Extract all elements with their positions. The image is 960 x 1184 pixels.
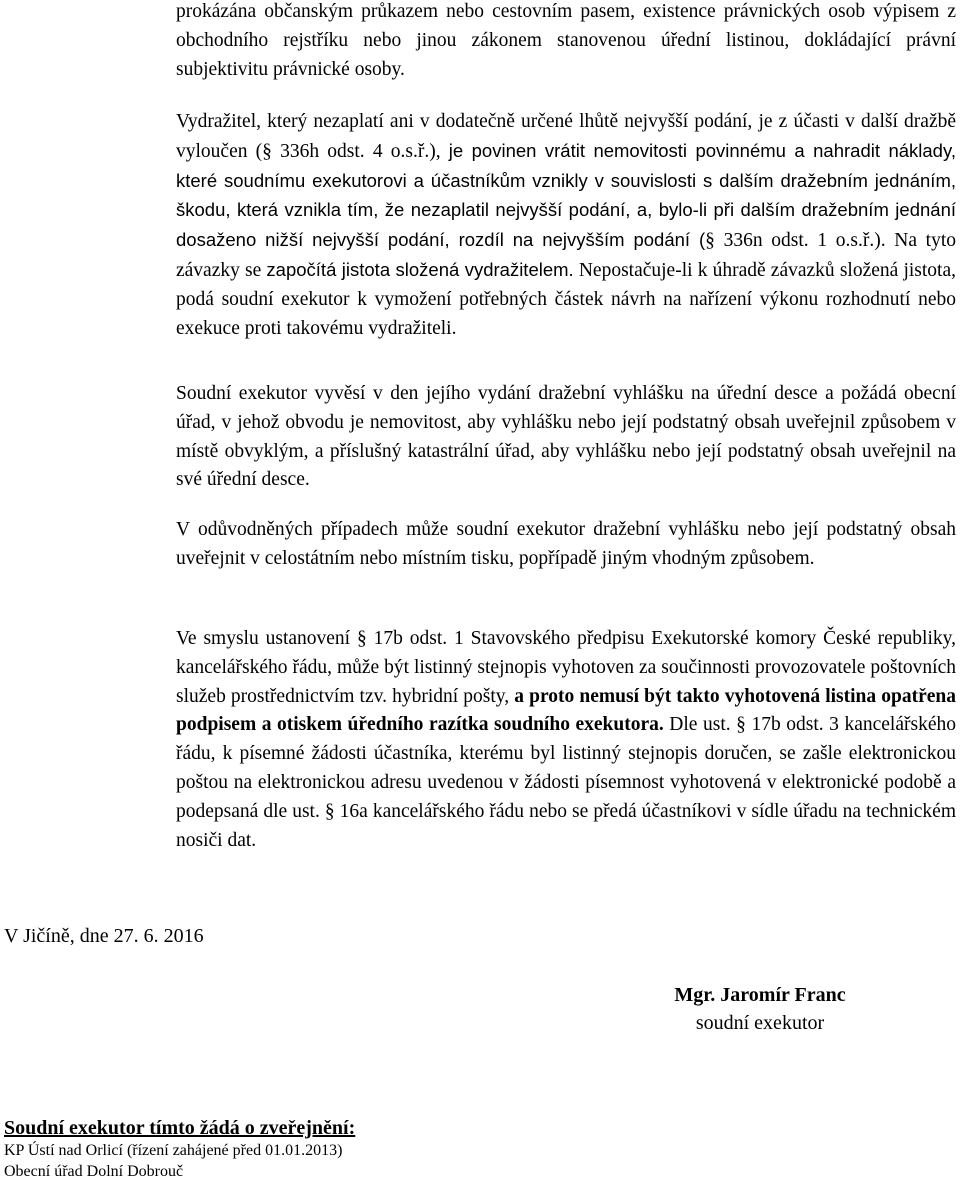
paragraph-text: Vydražitel, který nezaplatí ani v dodatečně určené lhůtě nejvyšší podání, je z účasti v další dražbě vyloučen (§ 336h odst. 4 o.s.ř.), (176, 111, 956, 162)
paragraph-hybrid-mail (176, 625, 956, 855)
paragraph-text: Nepostačuje-li k úhradě závazků složená jistota, podá soudní exekutor k vymožení potřebných částek návrh na nařízení výkonu rozhodnutí nebo exekuce proti takovému vydražiteli. (176, 259, 956, 339)
signature-role: soudní exekutor (695, 1012, 825, 1034)
footer-recipient: Obecní úřad Dolní Dobrouč (4, 1163, 184, 1180)
paragraph-defaulting-bidder (176, 108, 956, 343)
paragraph-notice-publication: Soudní exekutor vyvěsí v den jejího vydání dražební vyhlášku na úřední desce a požádá obecní úřad, v jehož obvodu je nemovitost, aby vyhlášku nebo její podstatný obsah uveřejnil způsobem v místě obvyklým, a příslušný katastrální úřad, aby vyhlášku nebo její podstatný obsah uveřejnil na své úřední desce. (176, 383, 956, 491)
paragraph-text: Ve smyslu ustanovení § 17b odst. 1 Stavovského předpisu Exekutorské komory České republiky, kancelářského řádu, může být listinný stejnopis vyhotoven za součinnosti provozovatele poštovních služeb prostřednictvím tzv. hybridní pošty, (176, 628, 956, 707)
date-line: V Jičíně, dne 27. 6. 2016 (4, 925, 204, 947)
paragraph-text: Dle ust. § 17b odst. 3 kancelářského řádu, k písemné žádosti účastníka, kterému byl listinný stejnopis doručen, se zašle elektronickou poštou na elektronickou adresu uvedenou v žádosti písemnost vyhotovená v elektronické podobě a podepsaná dle ust. § 16a kancelářského řádu nebo se předá účastníkovi v sídle úřadu na technickém nosiči dat. (176, 714, 956, 851)
paragraph-identity-proof: prokázána občanským průkazem nebo cestovním pasem, existence právnických osob výpisem z obchodního rejstříku nebo jinou zákonem stanovenou úřední listinou, dokládající právní subjektivitu právnické osoby. (176, 1, 956, 80)
paragraph-bold-text: a proto nemusí být takto vyhotovená listina opatřena podpisem a otiskem úředního razítka soudního exekutora. (176, 685, 957, 736)
paragraph-text: je povinen vrátit nemovitosti povinnému a nahradit náklady, které soudnímu exekutorovi a účastníkům vznikly v souvislosti s dalším dražebním jednáním, škodu, která vznikla tím, že nezaplatil nejvyšší podání, a, bylo-li při dalším dražebním jednání dosaženo nižší nejvyšší podání, rozdíl na nejvyšším podání ( (176, 139, 956, 251)
signature-name: Mgr. Jaromír Franc (674, 984, 846, 1006)
signature-block (600, 981, 920, 1037)
footer-title: Soudní exekutor tímto žádá o zveřejnění: (4, 1117, 356, 1139)
paragraph-press-publication: V odůvodněných případech může soudní exekutor dražební vyhlášku nebo její podstatný obsah uveřejnit v celostátním nebo místním tisku, popřípadě jiným vhodným způsobem. (176, 519, 956, 569)
paragraph-text: § 336n odst. 1 o.s.ř.). Na tyto závazky se (176, 230, 956, 281)
paragraph-text: započítá jistota složená vydražitelem. (266, 258, 574, 280)
footer-recipient: KP Ústí nad Orlicí (řízení zahájené před 01.01.2013) (4, 1142, 343, 1159)
